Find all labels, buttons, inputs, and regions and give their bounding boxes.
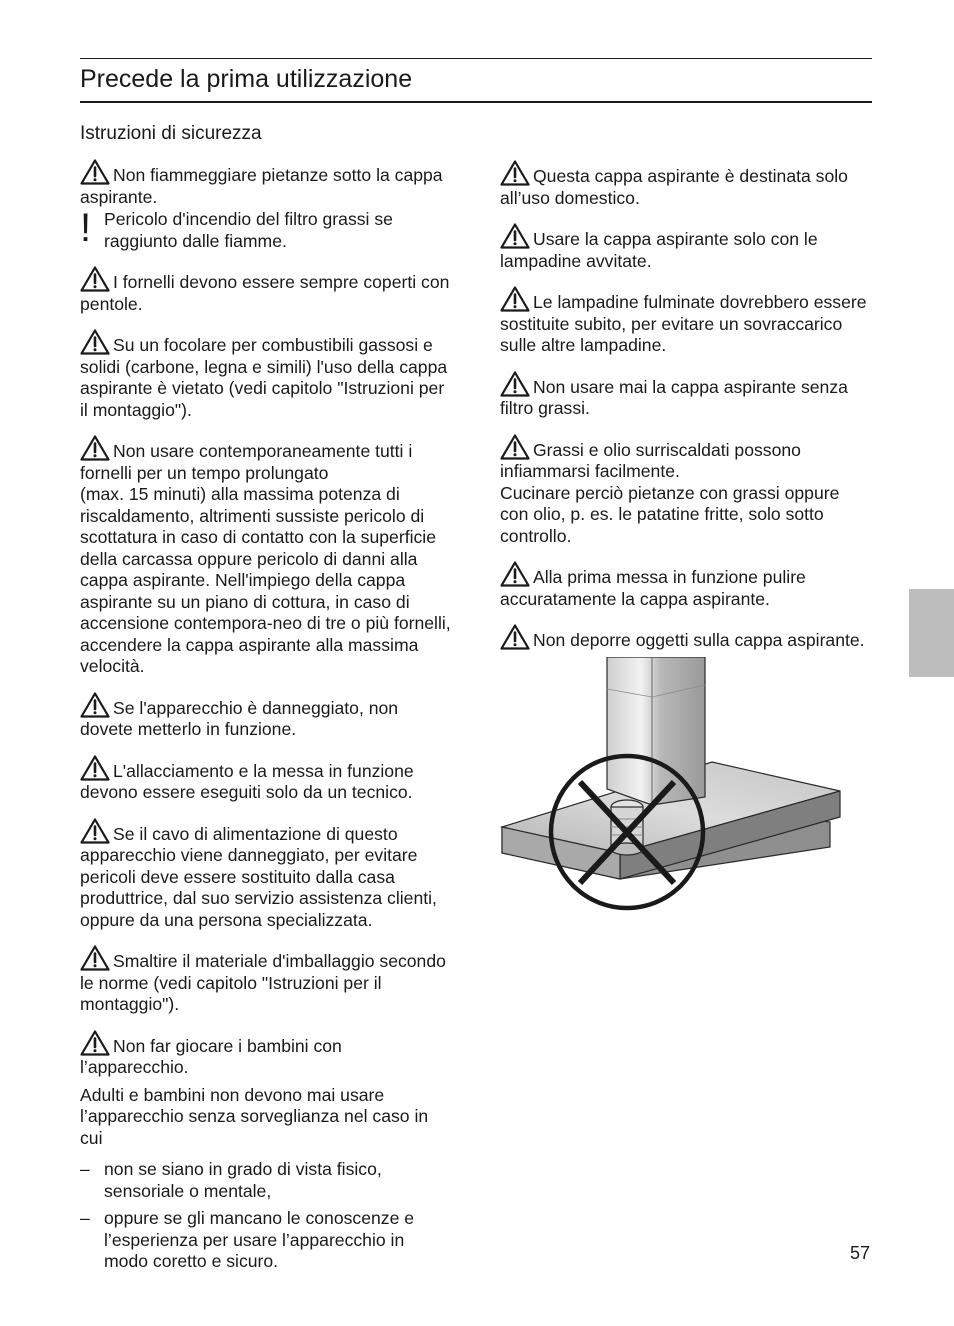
left-column — [80, 159, 452, 1279]
list-dash: – — [80, 1159, 90, 1179]
chapter-tab — [909, 589, 954, 677]
warning-triangle-icon — [500, 624, 530, 650]
warning-paragraph: Usare la cappa aspirante solo con le lampadine avvitate. — [500, 223, 872, 272]
header-rule-bottom — [80, 101, 872, 103]
warning-paragraph: Se il cavo di alimentazione di questo apparecchio viene danneggiato, per evitare pericoli deve essere sostituito dalla casa produttrice, dal suo servizio assistenza clienti, oppure da una persona specializzata. — [80, 818, 452, 932]
warning-triangle-icon — [500, 371, 530, 397]
supervision-paragraph: Adulti e bambini non devono mai usare l’apparecchio senza sorveglianza nel caso in cui — [80, 1084, 429, 1148]
warning-paragraph: Alla prima messa in funzione pulire accuratamente la cappa aspirante. — [500, 561, 872, 610]
warning-triangle-icon — [500, 223, 530, 249]
warning-paragraph: Se l'apparecchio è danneggiato, non dovete metterlo in funzione. — [80, 692, 452, 741]
warning-triangle-icon — [80, 159, 110, 185]
warning-triangle-icon — [80, 945, 110, 971]
warning-paragraph: Smaltire il materiale d'imballaggio secondo le norme (vedi capitolo "Istruzioni per il montaggio"). — [80, 945, 452, 1016]
list-item: – oppure se gli mancano le conoscenze e l’esperienza per usare l’apparecchio in modo coretto e sicuro. — [80, 1208, 415, 1271]
list-dash: – — [80, 1208, 90, 1228]
warning-triangle-icon — [80, 1030, 110, 1056]
warning-triangle-icon — [80, 266, 110, 292]
warning-paragraph: Non usare mai la cappa aspirante senza filtro grassi. — [500, 371, 872, 420]
warning-paragraph: Le lampadine fulminate dovrebbero essere sostituite subito, per evitare un sovraccarico sulle altre lampadine. — [500, 286, 872, 357]
warning-paragraph: Questa cappa aspirante è destinata solo all’uso domestico. — [500, 160, 872, 209]
condition-list — [80, 1159, 452, 1273]
warning-triangle-icon — [500, 561, 530, 587]
warning-paragraph: Non usare contemporaneamente tutti i fornelli per un tempo prolungato (max. 15 minuti) alla massima potenza di riscaldamento, altrimenti sussiste pericolo di scottatura in caso di contatto con la superficie della carcassa oppure pericolo di danni alla cappa aspirante. Nell'impiego della cappa aspirante su un piano di cottura, in caso di accensione contempora-neo di tre o più fornelli, accendere la cappa aspirante alla massima velocità. — [80, 435, 452, 678]
fire-hazard-note: ! Pericolo d'incendio del filtro grassi se raggiunto dalle fiamme. — [80, 206, 393, 251]
warning-paragraph: L'allacciamento e la messa in funzione devono essere eseguiti solo da un tecnico. — [80, 755, 452, 804]
warning-triangle-icon — [80, 818, 110, 844]
warning-paragraph: Non far giocare i bambini con l’apparecchio. — [80, 1030, 452, 1079]
warning-triangle-icon — [500, 434, 530, 460]
warning-triangle-icon — [80, 692, 110, 718]
header-rule-top — [80, 58, 872, 59]
hood-prohibition-illustration — [500, 657, 872, 913]
warning-triangle-icon — [80, 435, 110, 461]
warning-paragraph: Non fiammeggiare pietanze sotto la cappa aspirante. — [80, 159, 452, 208]
warning-paragraph: I fornelli devono essere sempre coperti con pentole. — [80, 266, 452, 315]
warning-triangle-icon — [500, 286, 530, 312]
right-column — [500, 160, 872, 666]
exclamation-icon: ! — [80, 206, 92, 250]
list-item: – non se siano in grado di vista fisico, sensoriale o mentale, — [80, 1159, 382, 1201]
warning-triangle-icon — [500, 160, 530, 186]
warning-paragraph: Grassi e olio surriscaldati possono infiammarsi facilmente. Cucinare perciò pietanze con grassi oppure con olio, p. es. le patatine fritte, solo sotto controllo. — [500, 434, 872, 548]
section-heading: Istruzioni di sicurezza — [80, 123, 262, 144]
warning-paragraph: Non deporre oggetti sulla cappa aspirante. — [500, 624, 872, 652]
page-number: 57 — [850, 1243, 871, 1263]
warning-paragraph: Su un focolare per combustibili gassosi e solidi (carbone, legna e simili) l'uso della cappa aspirante è vietato (vedi capitolo "Istruzioni per il montaggio"). — [80, 329, 452, 421]
warning-triangle-icon — [80, 329, 110, 355]
page-title: Precede la prima utilizzazione — [80, 65, 413, 93]
warning-triangle-icon — [80, 755, 110, 781]
